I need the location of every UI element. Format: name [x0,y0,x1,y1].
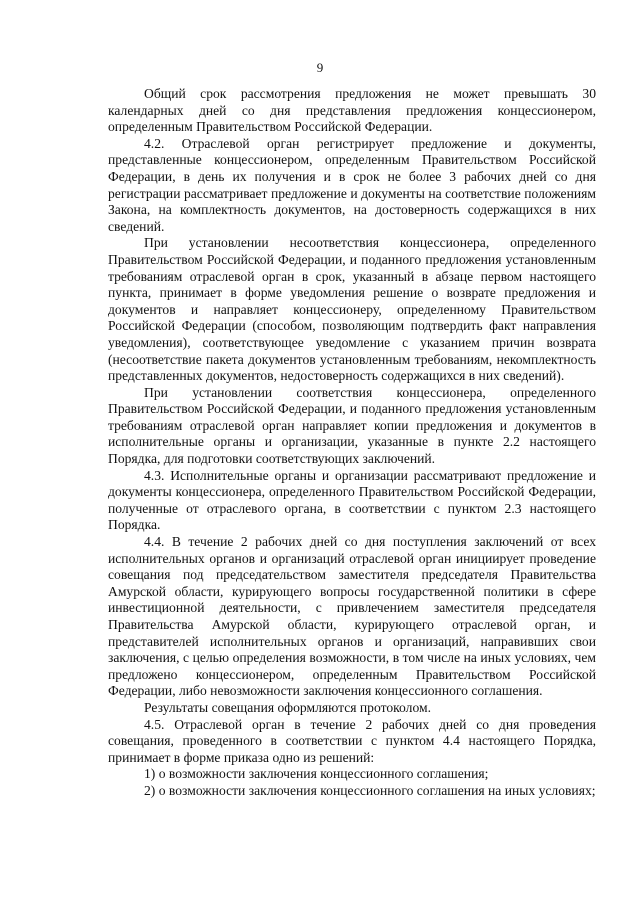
list-item-decision-2: 2) о возможности заключения концессионного соглашения на иных условиях; [144,782,596,798]
paragraph-4-3: 4.3. Исполнительные органы и организации рассматривают предложение и документы концессионера, определенного Правительством Российской Федерации, полученные от отраслевого органа, в соответствии с пунктом 2.3 настоящего Порядка. [108,467,596,533]
paragraph-conformity: При установлении соответствия концессионера, определенного Правительством Российской Федерации, и поданного предложения установленным требованиям отраслевой орган направляет копии предложения и документов в исполнительные органы и организации, указанные в пункте 2.2 настоящего Порядка, для подготовки соответствующих заключений. [108,384,596,467]
paragraph-meeting-results: Результаты совещания оформляются протоколом. [144,699,431,715]
paragraph-4-2: 4.2. Отраслевой орган регистрирует предложение и документы, представленные концессионером, определенным Правительством Российской Федерации, в день их получения и в срок не более 3 рабочих дней со дня регистрации рассматривает предложение и документы на соответствие положениям Закона, на комплектность документов, на достоверность содержащихся в них сведений. [108,135,596,234]
paragraph-total-review-term: Общий срок рассмотрения предложения не может превышать 30 календарных дней со дня представления предложения концессионером, определенным Правительством Российской Федерации. [108,86,596,135]
page-number: 9 [316,60,324,75]
list-item-decision-1: 1) о возможности заключения концессионного соглашения; [144,766,489,782]
paragraph-4-4: 4.4. В течение 2 рабочих дней со дня поступления заключений от всех исполнительных органов и организаций отраслевой орган инициирует проведение совещания под председательством заместителя председателя Правительства Амурской области, курирующего вопросы государственной политики в сфере инвестиционной деятельности, с привлечением заместителя председателя Правительства Амурской области, курирующего отраслевой орган, и представителей исполнительных органов и организаций, направивших свои заключения, с целью определения возможности, в том числе на иных условиях, чем предложено концессионером, определенным Правительством Российской Федерации, либо невозможности заключения концессионного соглашения. [108,534,596,699]
paragraph-nonconformity: При установлении несоответствия концессионера, определенного Правительством Российской Федерации, и поданного предложения установленным требованиям отраслевой орган в срок, указанный в абзаце первом настоящего пункта, принимает в форме уведомления решение о возврате предложения и документов и направляет концессионеру, определенному Правительством Российской Федерации (способом, позволяющим подтвердить факт направления уведомления), соответствующее уведомление с указанием причин возврата (несоответствие пакета документов установленным требованиям, некомплектность представленных документов, недостоверность содержащихся в них сведений). [108,235,596,384]
paragraph-4-5: 4.5. Отраслевой орган в течение 2 рабочих дней со дня проведения совещания, проведенного в соответствии с пунктом 4.4 настоящего Порядка, принимает в форме приказа одно из решений: [108,716,596,765]
document-body [108,86,596,800]
